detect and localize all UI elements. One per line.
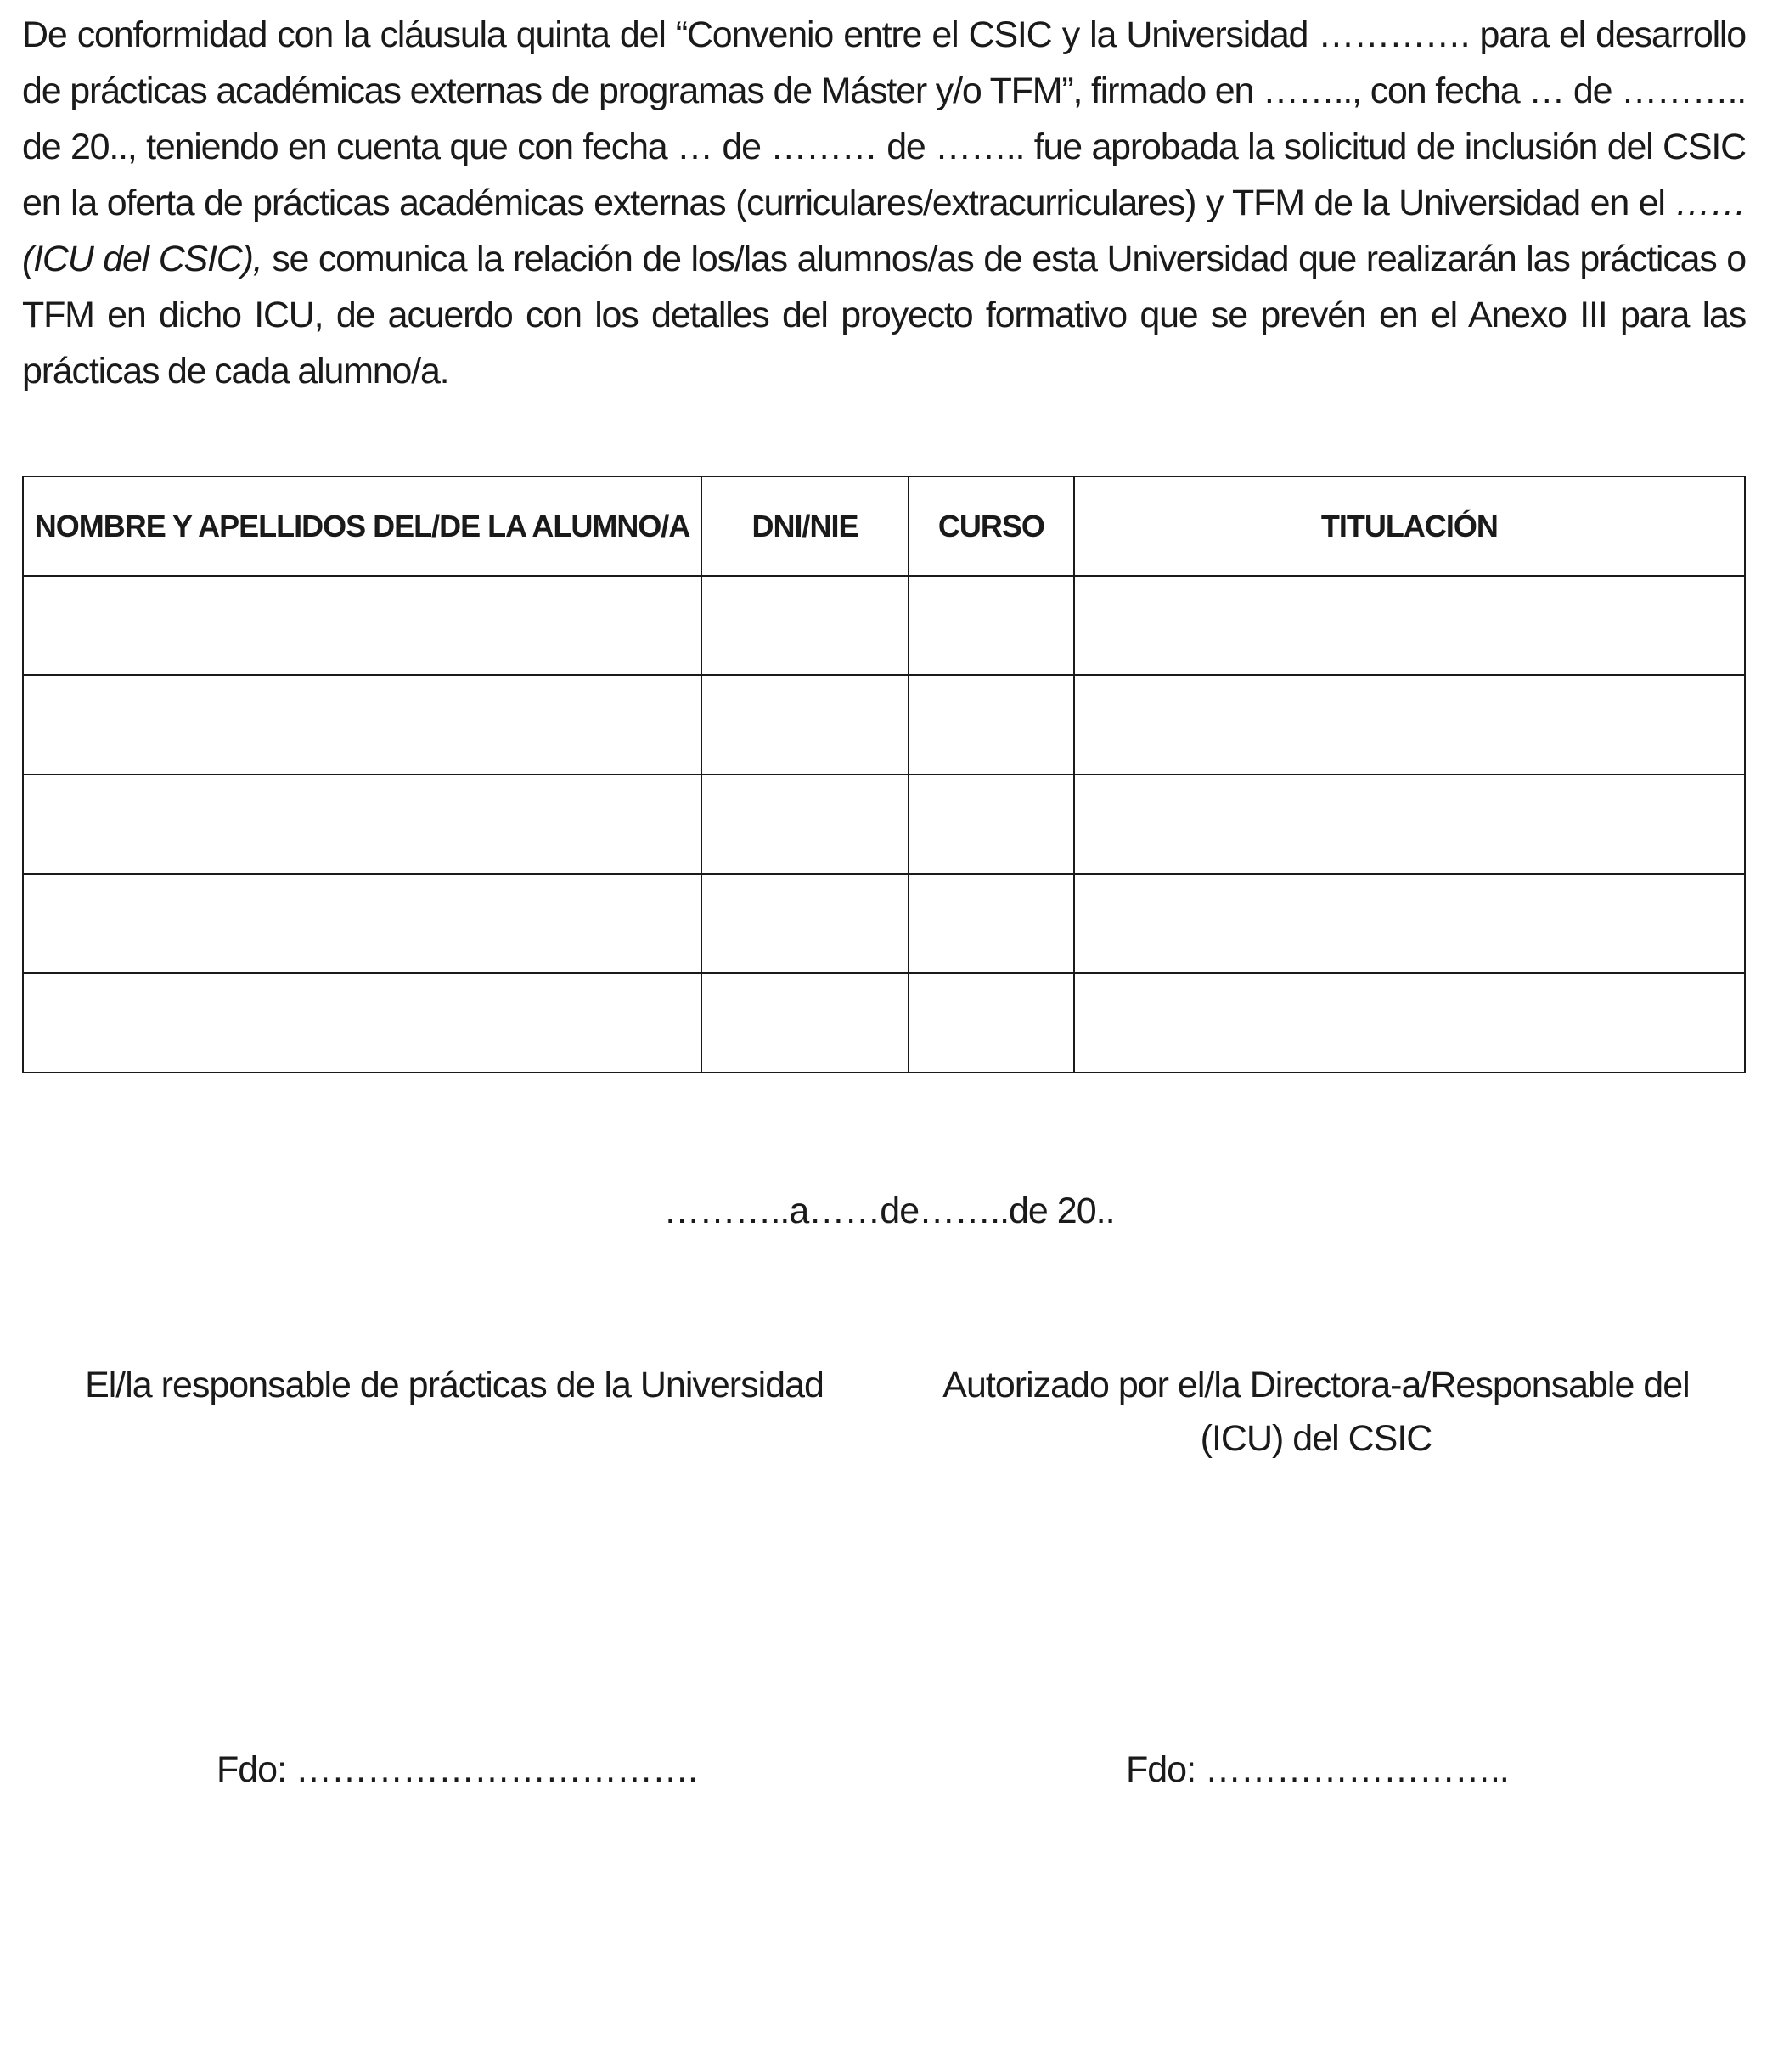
cell-course[interactable] xyxy=(909,675,1074,774)
cell-degree[interactable] xyxy=(1074,973,1745,1073)
cell-course[interactable] xyxy=(909,774,1074,874)
header-degree: TITULACIÓN xyxy=(1074,476,1745,576)
table-row xyxy=(23,576,1745,675)
table-row xyxy=(23,675,1745,774)
cell-degree[interactable] xyxy=(1074,774,1745,874)
signature-icu-label-line2: (ICU) del CSIC xyxy=(1200,1418,1432,1459)
table-row xyxy=(23,973,1745,1073)
cell-dni[interactable] xyxy=(701,774,909,874)
intro-paragraph xyxy=(22,7,1746,399)
cell-degree[interactable] xyxy=(1074,874,1745,973)
header-name: NOMBRE Y APELLIDOS DEL/DE LA ALUMNO/A xyxy=(23,476,701,576)
signature-icu-title xyxy=(900,1359,1732,1466)
cell-dni[interactable] xyxy=(701,973,909,1073)
cell-course[interactable] xyxy=(909,874,1074,973)
signature-university-fdo: Fdo: ……………………………. xyxy=(217,1749,697,1790)
cell-degree[interactable] xyxy=(1074,576,1745,675)
signature-icu-label-line1: Autorizado por el/la Directora-a/Responsable del xyxy=(942,1365,1690,1405)
cell-name[interactable] xyxy=(23,774,701,874)
cell-name[interactable] xyxy=(23,576,701,675)
intro-text-part2: se comunica la relación de los/las alumnos/as de esta Universidad que realizarán las prácticas o TFM en dicho ICU, de acuerdo con los detalles del proyecto formativo que se prevén en el Anexo III para las prácticas de cada alumno/a. xyxy=(22,239,1746,391)
cell-course[interactable] xyxy=(909,576,1074,675)
students-table xyxy=(22,476,1746,1073)
header-dni: DNI/NIE xyxy=(701,476,909,576)
table-row xyxy=(23,874,1745,973)
table-header-row xyxy=(23,476,1745,576)
cell-course[interactable] xyxy=(909,973,1074,1073)
cell-name[interactable] xyxy=(23,675,701,774)
signature-icu-fdo: Fdo: …………………….. xyxy=(1126,1749,1509,1790)
cell-name[interactable] xyxy=(23,874,701,973)
table-row xyxy=(23,774,1745,874)
cell-dni[interactable] xyxy=(701,874,909,973)
cell-dni[interactable] xyxy=(701,576,909,675)
cell-name[interactable] xyxy=(23,973,701,1073)
cell-degree[interactable] xyxy=(1074,675,1745,774)
intro-text-icu: ……(ICU del CSIC), xyxy=(22,183,1746,279)
date-place-line: ………..a……de……..de 20.. xyxy=(663,1191,1115,1231)
intro-text-part1: De conformidad con la cláusula quinta del “Convenio entre el CSIC y la Universidad …………. para el desarrollo de prácticas académicas externas de programas de Máster y/o TFM”, firmado en …….., con fecha … de ……….. de 20.., teniendo en cuenta que con fecha … de ……… de …….. fue aprobada la solicitud de inclusión del CSIC en la oferta de prácticas académicas externas (curriculares/extracurriculares) y TFM de la Universidad en el xyxy=(22,14,1746,223)
cell-dni[interactable] xyxy=(701,675,909,774)
header-course: CURSO xyxy=(909,476,1074,576)
signature-university-title xyxy=(34,1359,875,1412)
signature-university-label: El/la responsable de prácticas de la Universidad xyxy=(85,1365,824,1405)
